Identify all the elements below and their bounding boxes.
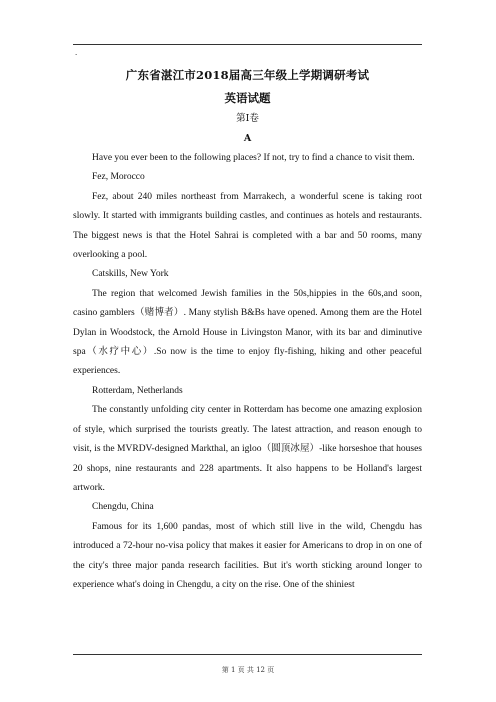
header-mark: ·	[75, 51, 78, 59]
exam-subtitle: 英语试题	[224, 91, 271, 105]
place-heading-fez: Fez, Morocco	[92, 172, 145, 183]
place-heading-catskills: Catskills, New York	[92, 269, 169, 280]
place-heading-rotterdam: Rotterdam, Netherlands	[92, 385, 183, 396]
fez-paragraph: Fez, about 240 miles northeast from Marrakech, a wonderful scene is taking root slowly. It started with immigrants building castles, and continues as hotels and restaurants. The biggest news is that the Hotel Sahrai is completed with a bar and 50 rooms, many overlooking a pool.	[73, 191, 422, 261]
rotterdam-paragraph: The constantly unfolding city center in Rotterdam has become one amazing explosion of style, which surprised the tourists greatly. The latest attraction, and reason enough to visit, is the MVRDV-designed Markthal, an igloo（圆顶冰屋）-like horseshoe that houses 20 shops, nine restaurants and 228 apartments. It also happens to be Holland's largest artwork.	[73, 405, 422, 493]
place-heading-chengdu: Chengdu, China	[92, 502, 154, 513]
exam-title: 广东省湛江市2018届高三年级上学期调研考试	[125, 68, 370, 82]
volume-label: 第Ⅰ卷	[236, 113, 259, 124]
page-number: 第 1 页 共 12 页	[221, 666, 275, 674]
header-rule	[73, 44, 422, 45]
document-body	[73, 68, 422, 595]
catskills-paragraph: The region that welcomed Jewish families in the 50s,hippies in the 60s,and soon, casino gamblers（赌博者）. Many stylish B&Bs have opened. Among them are the Hotel Dylan in Woodstock, the Arnold House in Livingston Manor, with its bar and diminutive spa（水疗中心）.So now is the time to enjoy fly-fishing, hiking and other peaceful experiences.	[73, 288, 422, 377]
section-label: A	[243, 133, 252, 144]
footer-rule	[73, 654, 422, 655]
intro-paragraph: Have you ever been to the following places? If not, try to find a chance to visit them.	[92, 153, 415, 163]
chengdu-paragraph: Famous for its 1,600 pandas, most of which still live in the wild, Chengdu has introduced a 72-hour no-visa policy that makes it easier for Americans to drop in on one of the city's three major panda research facilities. But it's worth sticking around longer to experience what's doing in Chengdu, a city on the rise. One of the shiniest	[73, 521, 422, 590]
